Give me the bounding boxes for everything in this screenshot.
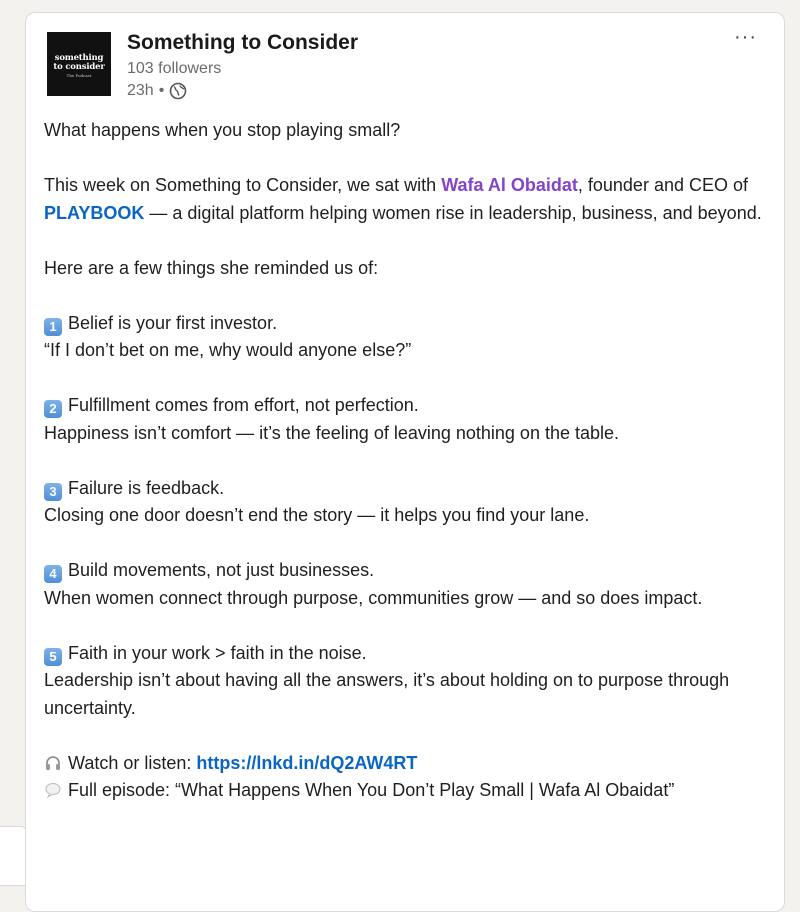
logo-text-line2: to consider <box>53 62 105 72</box>
point-2-detail: Happiness isn’t comfort — it’s the feeling of leaving nothing on the table. <box>44 422 620 443</box>
headphones-icon <box>44 753 62 771</box>
point-4-title: 4 Build movements, not just businesses. <box>44 557 779 585</box>
globe-icon <box>169 82 187 100</box>
point-4-detail: When women connect through purpose, communities grow — and so does impact. <box>44 587 703 608</box>
post-meta <box>127 80 358 102</box>
mention-playbook[interactable]: PLAYBOOK <box>44 202 145 223</box>
watch-label: Watch or listen: <box>68 752 197 773</box>
post-paragraph-1: This week on Something to Consider, we sat with Wafa Al Obaidat, founder and CEO of PLAYBOOK — a digital platform helping women rise in leadership, business, and beyond. <box>44 175 762 223</box>
speech-bubble-icon <box>44 780 62 798</box>
follower-count: 103 followers <box>127 60 222 77</box>
keycap-3-icon: 3 <box>44 483 62 501</box>
side-panel-edge <box>0 826 27 886</box>
mention-wafa-al-obaidat[interactable]: Wafa Al Obaidat <box>441 175 578 195</box>
post-timestamp: 23h <box>127 82 154 99</box>
episode-link[interactable]: https://lnkd.in/dQ2AW4RT <box>196 752 418 773</box>
point-2-title: 2 Fulfillment comes from effort, not perfection. <box>44 392 779 420</box>
keycap-2-icon: 2 <box>44 400 62 418</box>
keycap-1-icon: 1 <box>44 318 62 336</box>
episode-title: Full episode: “What Happens When You Don’t Play Small | Wafa Al Obaidat” <box>68 780 675 800</box>
watch-line <box>44 750 779 778</box>
point-5-title: 5 Faith in your work > faith in the noise. <box>44 640 779 668</box>
logo-text-line3: The Podcast <box>66 73 92 78</box>
post-author-block <box>127 29 358 102</box>
point-3-title: 3 Failure is feedback. <box>44 475 779 503</box>
post-lead-in: Here are a few things she reminded us of: <box>44 257 379 278</box>
logo-text-line1: something <box>54 53 104 63</box>
company-logo[interactable] <box>47 32 111 96</box>
point-3-detail: Closing one door doesn’t end the story — it helps you find your lane. <box>44 505 590 525</box>
author-name-link[interactable]: Something to Consider <box>127 31 358 54</box>
post-text <box>44 117 779 805</box>
more-options-button[interactable]: ··· <box>734 26 757 48</box>
post-intro: What happens when you stop playing small? <box>44 120 401 140</box>
keycap-4-icon: 4 <box>44 565 62 583</box>
episode-line <box>44 777 779 805</box>
point-1-detail: “If I don’t bet on me, why would anyone else?” <box>44 340 412 360</box>
point-1-title: 1 Belief is your first investor. <box>44 310 779 338</box>
keycap-5-icon: 5 <box>44 648 62 666</box>
point-5-detail: Leadership isn’t about having all the answers, it’s about holding on to purpose through uncertainty. <box>44 670 730 718</box>
post-card <box>25 12 785 912</box>
meta-separator: • <box>158 82 165 99</box>
